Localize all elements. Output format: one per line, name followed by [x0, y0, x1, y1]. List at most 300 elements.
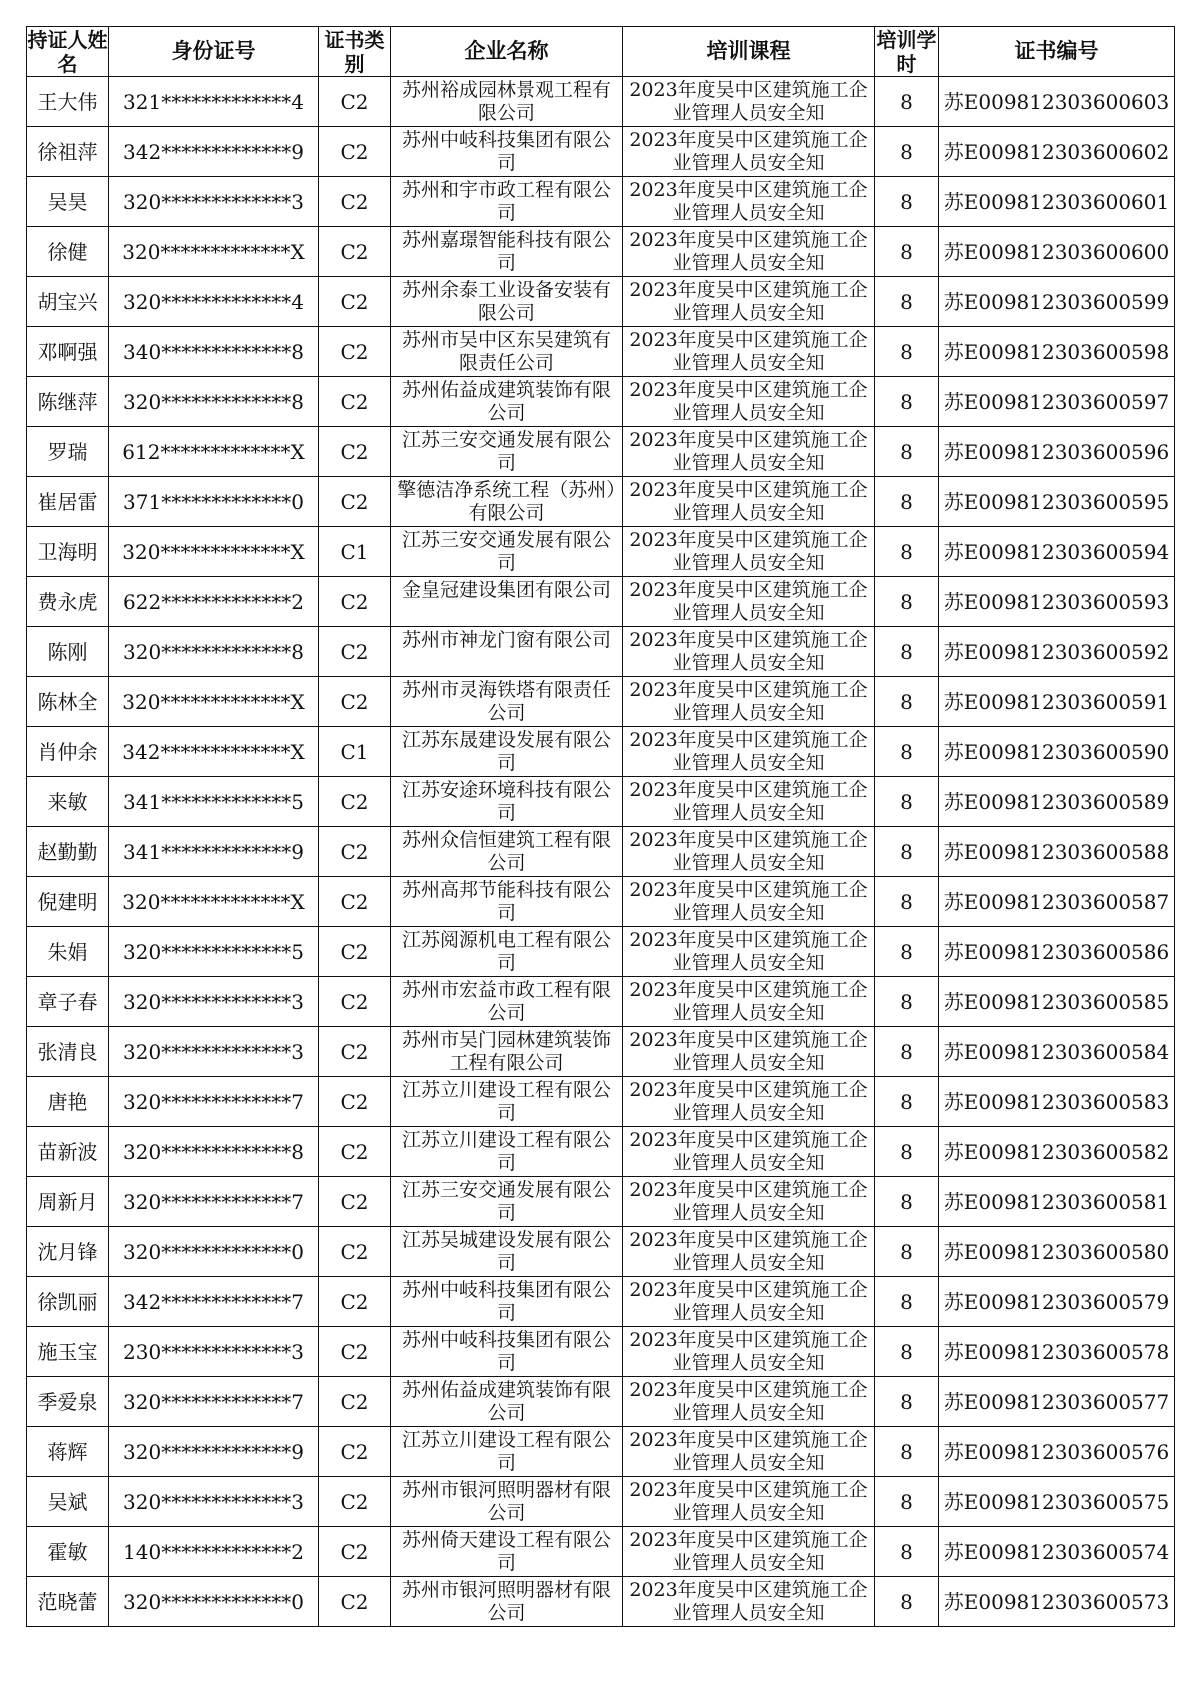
id-number-cell: 371*************0	[109, 477, 319, 527]
id-number-cell: 622*************2	[109, 577, 319, 627]
cert-type-cell: C2	[319, 1377, 391, 1427]
course-cell-text: 2023年度吴中区建筑施工企业管理人员安全知	[629, 679, 868, 724]
hours-cell: 8	[875, 427, 939, 477]
id-number-cell: 320*************8	[109, 627, 319, 677]
company-cell-text: 苏州市神龙门窗有限公司	[401, 629, 611, 651]
cert-number-cell: 苏E009812303600595	[939, 477, 1175, 527]
course-cell-text: 2023年度吴中区建筑施工企业管理人员安全知	[629, 579, 868, 624]
course-cell-text: 2023年度吴中区建筑施工企业管理人员安全知	[629, 179, 868, 224]
table-row	[27, 977, 1175, 1027]
table-row	[27, 477, 1175, 527]
company-cell-text: 苏州中岐科技集团有限公司	[401, 1279, 611, 1324]
table-row	[27, 1077, 1175, 1127]
cert-type-cell: C2	[319, 627, 391, 677]
company-cell	[391, 77, 623, 127]
course-cell	[623, 127, 875, 177]
course-cell-text: 2023年度吴中区建筑施工企业管理人员安全知	[629, 629, 868, 674]
course-cell	[623, 727, 875, 777]
course-cell-text: 2023年度吴中区建筑施工企业管理人员安全知	[629, 1579, 868, 1624]
id-number-cell: 320*************X	[109, 677, 319, 727]
holder-name-cell: 徐健	[27, 227, 109, 277]
id-number-cell: 320*************8	[109, 377, 319, 427]
hours-cell: 8	[875, 227, 939, 277]
header-course: 培训课程	[623, 27, 875, 77]
cert-number-cell: 苏E009812303600602	[939, 127, 1175, 177]
table-row	[27, 1127, 1175, 1177]
hours-cell: 8	[875, 1127, 939, 1177]
course-cell	[623, 1477, 875, 1527]
hours-cell: 8	[875, 877, 939, 927]
course-cell	[623, 377, 875, 427]
course-cell-text: 2023年度吴中区建筑施工企业管理人员安全知	[629, 729, 868, 774]
holder-name-cell: 霍敏	[27, 1527, 109, 1577]
course-cell	[623, 1427, 875, 1477]
company-cell-text: 苏州裕成园林景观工程有限公司	[401, 79, 611, 124]
company-cell	[391, 1477, 623, 1527]
course-cell-text: 2023年度吴中区建筑施工企业管理人员安全知	[629, 1229, 868, 1274]
cert-type-cell: C1	[319, 727, 391, 777]
course-cell	[623, 827, 875, 877]
cert-type-cell: C2	[319, 577, 391, 627]
hours-cell: 8	[875, 927, 939, 977]
course-cell-text: 2023年度吴中区建筑施工企业管理人员安全知	[629, 1529, 868, 1574]
id-number-cell: 320*************X	[109, 877, 319, 927]
company-cell-text: 江苏三安交通发展有限公司	[401, 1179, 611, 1224]
hours-cell: 8	[875, 1477, 939, 1527]
course-cell	[623, 477, 875, 527]
cert-number-cell: 苏E009812303600594	[939, 527, 1175, 577]
holder-name-cell: 费永虎	[27, 577, 109, 627]
company-cell	[391, 1177, 623, 1227]
table-row	[27, 377, 1175, 427]
company-cell	[391, 1427, 623, 1477]
holder-name-cell: 陈刚	[27, 627, 109, 677]
company-cell	[391, 277, 623, 327]
cert-type-cell: C2	[319, 1427, 391, 1477]
course-cell	[623, 1227, 875, 1277]
company-cell	[391, 1077, 623, 1127]
table-row	[27, 1177, 1175, 1227]
cert-number-cell: 苏E009812303600575	[939, 1477, 1175, 1527]
course-cell-text: 2023年度吴中区建筑施工企业管理人员安全知	[629, 979, 868, 1024]
course-cell	[623, 1577, 875, 1627]
cert-type-cell: C2	[319, 777, 391, 827]
company-cell-text: 苏州市吴门园林建筑装饰工程有限公司	[401, 1029, 611, 1074]
course-cell-text: 2023年度吴中区建筑施工企业管理人员安全知	[629, 879, 868, 924]
company-cell-text: 江苏安途环境科技有限公司	[401, 779, 611, 824]
cert-number-cell: 苏E009812303600589	[939, 777, 1175, 827]
id-number-cell: 321*************4	[109, 77, 319, 127]
company-cell	[391, 927, 623, 977]
hours-cell: 8	[875, 627, 939, 677]
hours-cell: 8	[875, 527, 939, 577]
company-cell	[391, 577, 623, 627]
cert-number-cell: 苏E009812303600573	[939, 1577, 1175, 1627]
table-row	[27, 577, 1175, 627]
id-number-cell: 342*************7	[109, 1277, 319, 1327]
cert-type-cell: C2	[319, 927, 391, 977]
holder-name-cell: 吴昊	[27, 177, 109, 227]
hours-cell: 8	[875, 977, 939, 1027]
company-cell	[391, 977, 623, 1027]
course-cell	[623, 427, 875, 477]
cert-type-cell: C1	[319, 527, 391, 577]
cert-number-cell: 苏E009812303600592	[939, 627, 1175, 677]
holder-name-cell: 陈林全	[27, 677, 109, 727]
cert-number-cell: 苏E009812303600596	[939, 427, 1175, 477]
holder-name-cell: 章子春	[27, 977, 109, 1027]
company-cell-text: 苏州嘉璟智能科技有限公司	[401, 229, 611, 274]
holder-name-cell: 肖仲余	[27, 727, 109, 777]
cert-number-cell: 苏E009812303600581	[939, 1177, 1175, 1227]
company-cell-text: 苏州佑益成建筑装饰有限公司	[401, 1379, 611, 1424]
table-row	[27, 1377, 1175, 1427]
course-cell	[623, 1127, 875, 1177]
id-number-cell: 320*************8	[109, 1127, 319, 1177]
holder-name-cell: 卫海明	[27, 527, 109, 577]
holder-name-cell: 沈月锋	[27, 1227, 109, 1277]
table-row	[27, 1427, 1175, 1477]
header-cert-number: 证书编号	[939, 27, 1175, 77]
company-cell	[391, 677, 623, 727]
company-cell-text: 苏州市吴中区东吴建筑有限责任公司	[401, 329, 611, 374]
company-cell-text: 苏州中岐科技集团有限公司	[401, 129, 611, 174]
company-cell	[391, 1527, 623, 1577]
id-number-cell: 320*************7	[109, 1077, 319, 1127]
course-cell	[623, 577, 875, 627]
cert-number-cell: 苏E009812303600574	[939, 1527, 1175, 1577]
cert-type-cell: C2	[319, 377, 391, 427]
company-cell	[391, 1027, 623, 1077]
cert-type-cell: C2	[319, 827, 391, 877]
table-row	[27, 277, 1175, 327]
holder-name-cell: 罗瑞	[27, 427, 109, 477]
cert-number-cell: 苏E009812303600576	[939, 1427, 1175, 1477]
course-cell	[623, 1077, 875, 1127]
header-row	[27, 27, 1175, 77]
hours-cell: 8	[875, 827, 939, 877]
cert-number-cell: 苏E009812303600601	[939, 177, 1175, 227]
course-cell	[623, 177, 875, 227]
cert-type-cell: C2	[319, 977, 391, 1027]
holder-name-cell: 王大伟	[27, 77, 109, 127]
holder-name-cell: 徐祖萍	[27, 127, 109, 177]
cert-type-cell: C2	[319, 1577, 391, 1627]
hours-cell: 8	[875, 1577, 939, 1627]
holder-name-cell: 苗新波	[27, 1127, 109, 1177]
table-row	[27, 427, 1175, 477]
id-number-cell: 342*************X	[109, 727, 319, 777]
id-number-cell: 230*************3	[109, 1327, 319, 1377]
company-cell-text: 江苏立川建设工程有限公司	[401, 1129, 611, 1174]
table-row	[27, 727, 1175, 777]
course-cell	[623, 1277, 875, 1327]
company-cell	[391, 1227, 623, 1277]
table-row	[27, 677, 1175, 727]
id-number-cell: 320*************3	[109, 177, 319, 227]
cert-number-cell: 苏E009812303600600	[939, 227, 1175, 277]
cert-type-cell: C2	[319, 127, 391, 177]
table-row	[27, 1327, 1175, 1377]
company-cell-text: 苏州市银河照明器材有限公司	[401, 1579, 611, 1624]
company-cell-text: 苏州佑益成建筑装饰有限公司	[401, 379, 611, 424]
cert-number-cell: 苏E009812303600587	[939, 877, 1175, 927]
cert-type-cell: C2	[319, 77, 391, 127]
id-number-cell: 320*************X	[109, 527, 319, 577]
id-number-cell: 140*************2	[109, 1527, 319, 1577]
cert-type-cell: C2	[319, 177, 391, 227]
holder-name-cell: 胡宝兴	[27, 277, 109, 327]
course-cell-text: 2023年度吴中区建筑施工企业管理人员安全知	[629, 829, 868, 874]
header-company: 企业名称	[391, 27, 623, 77]
course-cell-text: 2023年度吴中区建筑施工企业管理人员安全知	[629, 1279, 868, 1324]
cert-number-cell: 苏E009812303600584	[939, 1027, 1175, 1077]
company-cell	[391, 877, 623, 927]
company-cell-text: 苏州市银河照明器材有限公司	[401, 1479, 611, 1524]
hours-cell: 8	[875, 1377, 939, 1427]
course-cell-text: 2023年度吴中区建筑施工企业管理人员安全知	[629, 1179, 868, 1224]
course-cell	[623, 527, 875, 577]
company-cell-text: 江苏吴城建设发展有限公司	[401, 1229, 611, 1274]
company-cell-text: 金皇冠建设集团有限公司	[401, 579, 611, 601]
id-number-cell: 320*************9	[109, 1427, 319, 1477]
cert-number-cell: 苏E009812303600599	[939, 277, 1175, 327]
course-cell-text: 2023年度吴中区建筑施工企业管理人员安全知	[629, 929, 868, 974]
cert-type-cell: C2	[319, 1027, 391, 1077]
table-row	[27, 1027, 1175, 1077]
cert-type-cell: C2	[319, 1077, 391, 1127]
cert-number-cell: 苏E009812303600598	[939, 327, 1175, 377]
table-row	[27, 827, 1175, 877]
holder-name-cell: 蒋辉	[27, 1427, 109, 1477]
holder-name-cell: 季爱泉	[27, 1377, 109, 1427]
company-cell	[391, 777, 623, 827]
company-cell-text: 苏州和宇市政工程有限公司	[401, 179, 611, 224]
course-cell-text: 2023年度吴中区建筑施工企业管理人员安全知	[629, 1029, 868, 1074]
table-row	[27, 927, 1175, 977]
id-number-cell: 320*************3	[109, 977, 319, 1027]
company-cell-text: 苏州市灵海铁塔有限责任公司	[401, 679, 611, 724]
id-number-cell: 320*************5	[109, 927, 319, 977]
company-cell-text: 苏州余泰工业设备安装有限公司	[401, 279, 611, 324]
company-cell-text: 江苏东晟建设发展有限公司	[401, 729, 611, 774]
course-cell	[623, 777, 875, 827]
header-id-number: 身份证号	[109, 27, 319, 77]
id-number-cell: 320*************7	[109, 1377, 319, 1427]
table-row	[27, 127, 1175, 177]
header-cert-type: 证书类别	[319, 27, 391, 77]
hours-cell: 8	[875, 127, 939, 177]
table-row	[27, 1527, 1175, 1577]
cert-type-cell: C2	[319, 1177, 391, 1227]
hours-cell: 8	[875, 777, 939, 827]
table-row	[27, 877, 1175, 927]
hours-cell: 8	[875, 727, 939, 777]
company-cell	[391, 477, 623, 527]
certificate-table	[26, 26, 1175, 1627]
id-number-cell: 342*************9	[109, 127, 319, 177]
table-row	[27, 1277, 1175, 1327]
cert-type-cell: C2	[319, 277, 391, 327]
table-row	[27, 527, 1175, 577]
course-cell-text: 2023年度吴中区建筑施工企业管理人员安全知	[629, 479, 868, 524]
table-row	[27, 327, 1175, 377]
company-cell	[391, 1327, 623, 1377]
cert-number-cell: 苏E009812303600586	[939, 927, 1175, 977]
course-cell-text: 2023年度吴中区建筑施工企业管理人员安全知	[629, 1079, 868, 1124]
course-cell-text: 2023年度吴中区建筑施工企业管理人员安全知	[629, 329, 868, 374]
company-cell	[391, 327, 623, 377]
company-cell	[391, 427, 623, 477]
company-cell-text: 苏州众信恒建筑工程有限公司	[401, 829, 611, 874]
company-cell	[391, 1577, 623, 1627]
holder-name-cell: 陈继萍	[27, 377, 109, 427]
hours-cell: 8	[875, 1527, 939, 1577]
course-cell-text: 2023年度吴中区建筑施工企业管理人员安全知	[629, 1329, 868, 1374]
company-cell	[391, 127, 623, 177]
holder-name-cell: 吴斌	[27, 1477, 109, 1527]
id-number-cell: 341*************9	[109, 827, 319, 877]
course-cell	[623, 1177, 875, 1227]
company-cell	[391, 727, 623, 777]
company-cell	[391, 827, 623, 877]
course-cell-text: 2023年度吴中区建筑施工企业管理人员安全知	[629, 529, 868, 574]
hours-cell: 8	[875, 177, 939, 227]
id-number-cell: 320*************0	[109, 1227, 319, 1277]
table-row	[27, 1477, 1175, 1527]
cert-number-cell: 苏E009812303600578	[939, 1327, 1175, 1377]
hours-cell: 8	[875, 1227, 939, 1277]
id-number-cell: 320*************3	[109, 1477, 319, 1527]
hours-cell: 8	[875, 1027, 939, 1077]
cert-type-cell: C2	[319, 427, 391, 477]
holder-name-cell: 张清良	[27, 1027, 109, 1077]
cert-type-cell: C2	[319, 1477, 391, 1527]
hours-cell: 8	[875, 327, 939, 377]
course-cell	[623, 327, 875, 377]
hours-cell: 8	[875, 77, 939, 127]
cert-number-cell: 苏E009812303600577	[939, 1377, 1175, 1427]
course-cell-text: 2023年度吴中区建筑施工企业管理人员安全知	[629, 1429, 868, 1474]
course-cell-text: 2023年度吴中区建筑施工企业管理人员安全知	[629, 79, 868, 124]
holder-name-cell: 崔居雷	[27, 477, 109, 527]
id-number-cell: 320*************3	[109, 1027, 319, 1077]
table-row	[27, 77, 1175, 127]
id-number-cell: 320*************X	[109, 227, 319, 277]
company-cell-text: 江苏阅源机电工程有限公司	[401, 929, 611, 974]
course-cell	[623, 1327, 875, 1377]
company-cell-text: 江苏三安交通发展有限公司	[401, 429, 611, 474]
id-number-cell: 340*************8	[109, 327, 319, 377]
id-number-cell: 320*************0	[109, 1577, 319, 1627]
company-cell-text: 苏州倚天建设工程有限公司	[401, 1529, 611, 1574]
course-cell-text: 2023年度吴中区建筑施工企业管理人员安全知	[629, 129, 868, 174]
hours-cell: 8	[875, 377, 939, 427]
cert-number-cell: 苏E009812303600588	[939, 827, 1175, 877]
hours-cell: 8	[875, 277, 939, 327]
company-cell	[391, 1277, 623, 1327]
cert-number-cell: 苏E009812303600583	[939, 1077, 1175, 1127]
company-cell-text: 苏州市宏益市政工程有限公司	[401, 979, 611, 1024]
course-cell-text: 2023年度吴中区建筑施工企业管理人员安全知	[629, 279, 868, 324]
course-cell	[623, 1027, 875, 1077]
cert-number-cell: 苏E009812303600585	[939, 977, 1175, 1027]
course-cell	[623, 627, 875, 677]
holder-name-cell: 倪建明	[27, 877, 109, 927]
table-row	[27, 627, 1175, 677]
course-cell	[623, 1377, 875, 1427]
company-cell	[391, 1377, 623, 1427]
company-cell	[391, 227, 623, 277]
table-row	[27, 177, 1175, 227]
cert-number-cell: 苏E009812303600597	[939, 377, 1175, 427]
holder-name-cell: 唐艳	[27, 1077, 109, 1127]
cert-number-cell: 苏E009812303600593	[939, 577, 1175, 627]
course-cell-text: 2023年度吴中区建筑施工企业管理人员安全知	[629, 1479, 868, 1524]
hours-cell: 8	[875, 1177, 939, 1227]
course-cell	[623, 877, 875, 927]
holder-name-cell: 施玉宝	[27, 1327, 109, 1377]
company-cell	[391, 627, 623, 677]
hours-cell: 8	[875, 1277, 939, 1327]
cert-type-cell: C2	[319, 1127, 391, 1177]
course-cell-text: 2023年度吴中区建筑施工企业管理人员安全知	[629, 229, 868, 274]
cert-number-cell: 苏E009812303600579	[939, 1277, 1175, 1327]
header-hours: 培训学时	[876, 27, 937, 76]
id-number-cell: 612*************X	[109, 427, 319, 477]
holder-name-cell: 邓啊强	[27, 327, 109, 377]
cert-type-cell: C2	[319, 327, 391, 377]
hours-cell: 8	[875, 477, 939, 527]
company-cell	[391, 377, 623, 427]
cert-number-cell: 苏E009812303600580	[939, 1227, 1175, 1277]
course-cell	[623, 927, 875, 977]
holder-name-cell: 赵勤勤	[27, 827, 109, 877]
course-cell	[623, 77, 875, 127]
id-number-cell: 320*************4	[109, 277, 319, 327]
hours-cell: 8	[875, 1327, 939, 1377]
hours-cell: 8	[875, 1427, 939, 1477]
course-cell	[623, 277, 875, 327]
id-number-cell: 320*************7	[109, 1177, 319, 1227]
course-cell	[623, 1527, 875, 1577]
cert-type-cell: C2	[319, 877, 391, 927]
table-row	[27, 777, 1175, 827]
holder-name-cell: 来敏	[27, 777, 109, 827]
holder-name-cell: 周新月	[27, 1177, 109, 1227]
cert-number-cell: 苏E009812303600603	[939, 77, 1175, 127]
table-row	[27, 1227, 1175, 1277]
course-cell-text: 2023年度吴中区建筑施工企业管理人员安全知	[629, 1379, 868, 1424]
table-row	[27, 1577, 1175, 1627]
company-cell-text: 江苏三安交通发展有限公司	[401, 529, 611, 574]
hours-cell: 8	[875, 677, 939, 727]
course-cell-text: 2023年度吴中区建筑施工企业管理人员安全知	[629, 429, 868, 474]
company-cell-text: 江苏立川建设工程有限公司	[401, 1429, 611, 1474]
hours-cell: 8	[875, 1077, 939, 1127]
cert-number-cell: 苏E009812303600582	[939, 1127, 1175, 1177]
company-cell-text: 苏州高邦节能科技有限公司	[401, 879, 611, 924]
header-holder-name: 持证人姓名	[27, 27, 108, 76]
company-cell-text: 江苏立川建设工程有限公司	[401, 1079, 611, 1124]
company-cell	[391, 1127, 623, 1177]
course-cell-text: 2023年度吴中区建筑施工企业管理人员安全知	[629, 379, 868, 424]
cert-number-cell: 苏E009812303600591	[939, 677, 1175, 727]
holder-name-cell: 范晓蕾	[27, 1577, 109, 1627]
table-row	[27, 227, 1175, 277]
course-cell	[623, 977, 875, 1027]
cert-number-cell: 苏E009812303600590	[939, 727, 1175, 777]
